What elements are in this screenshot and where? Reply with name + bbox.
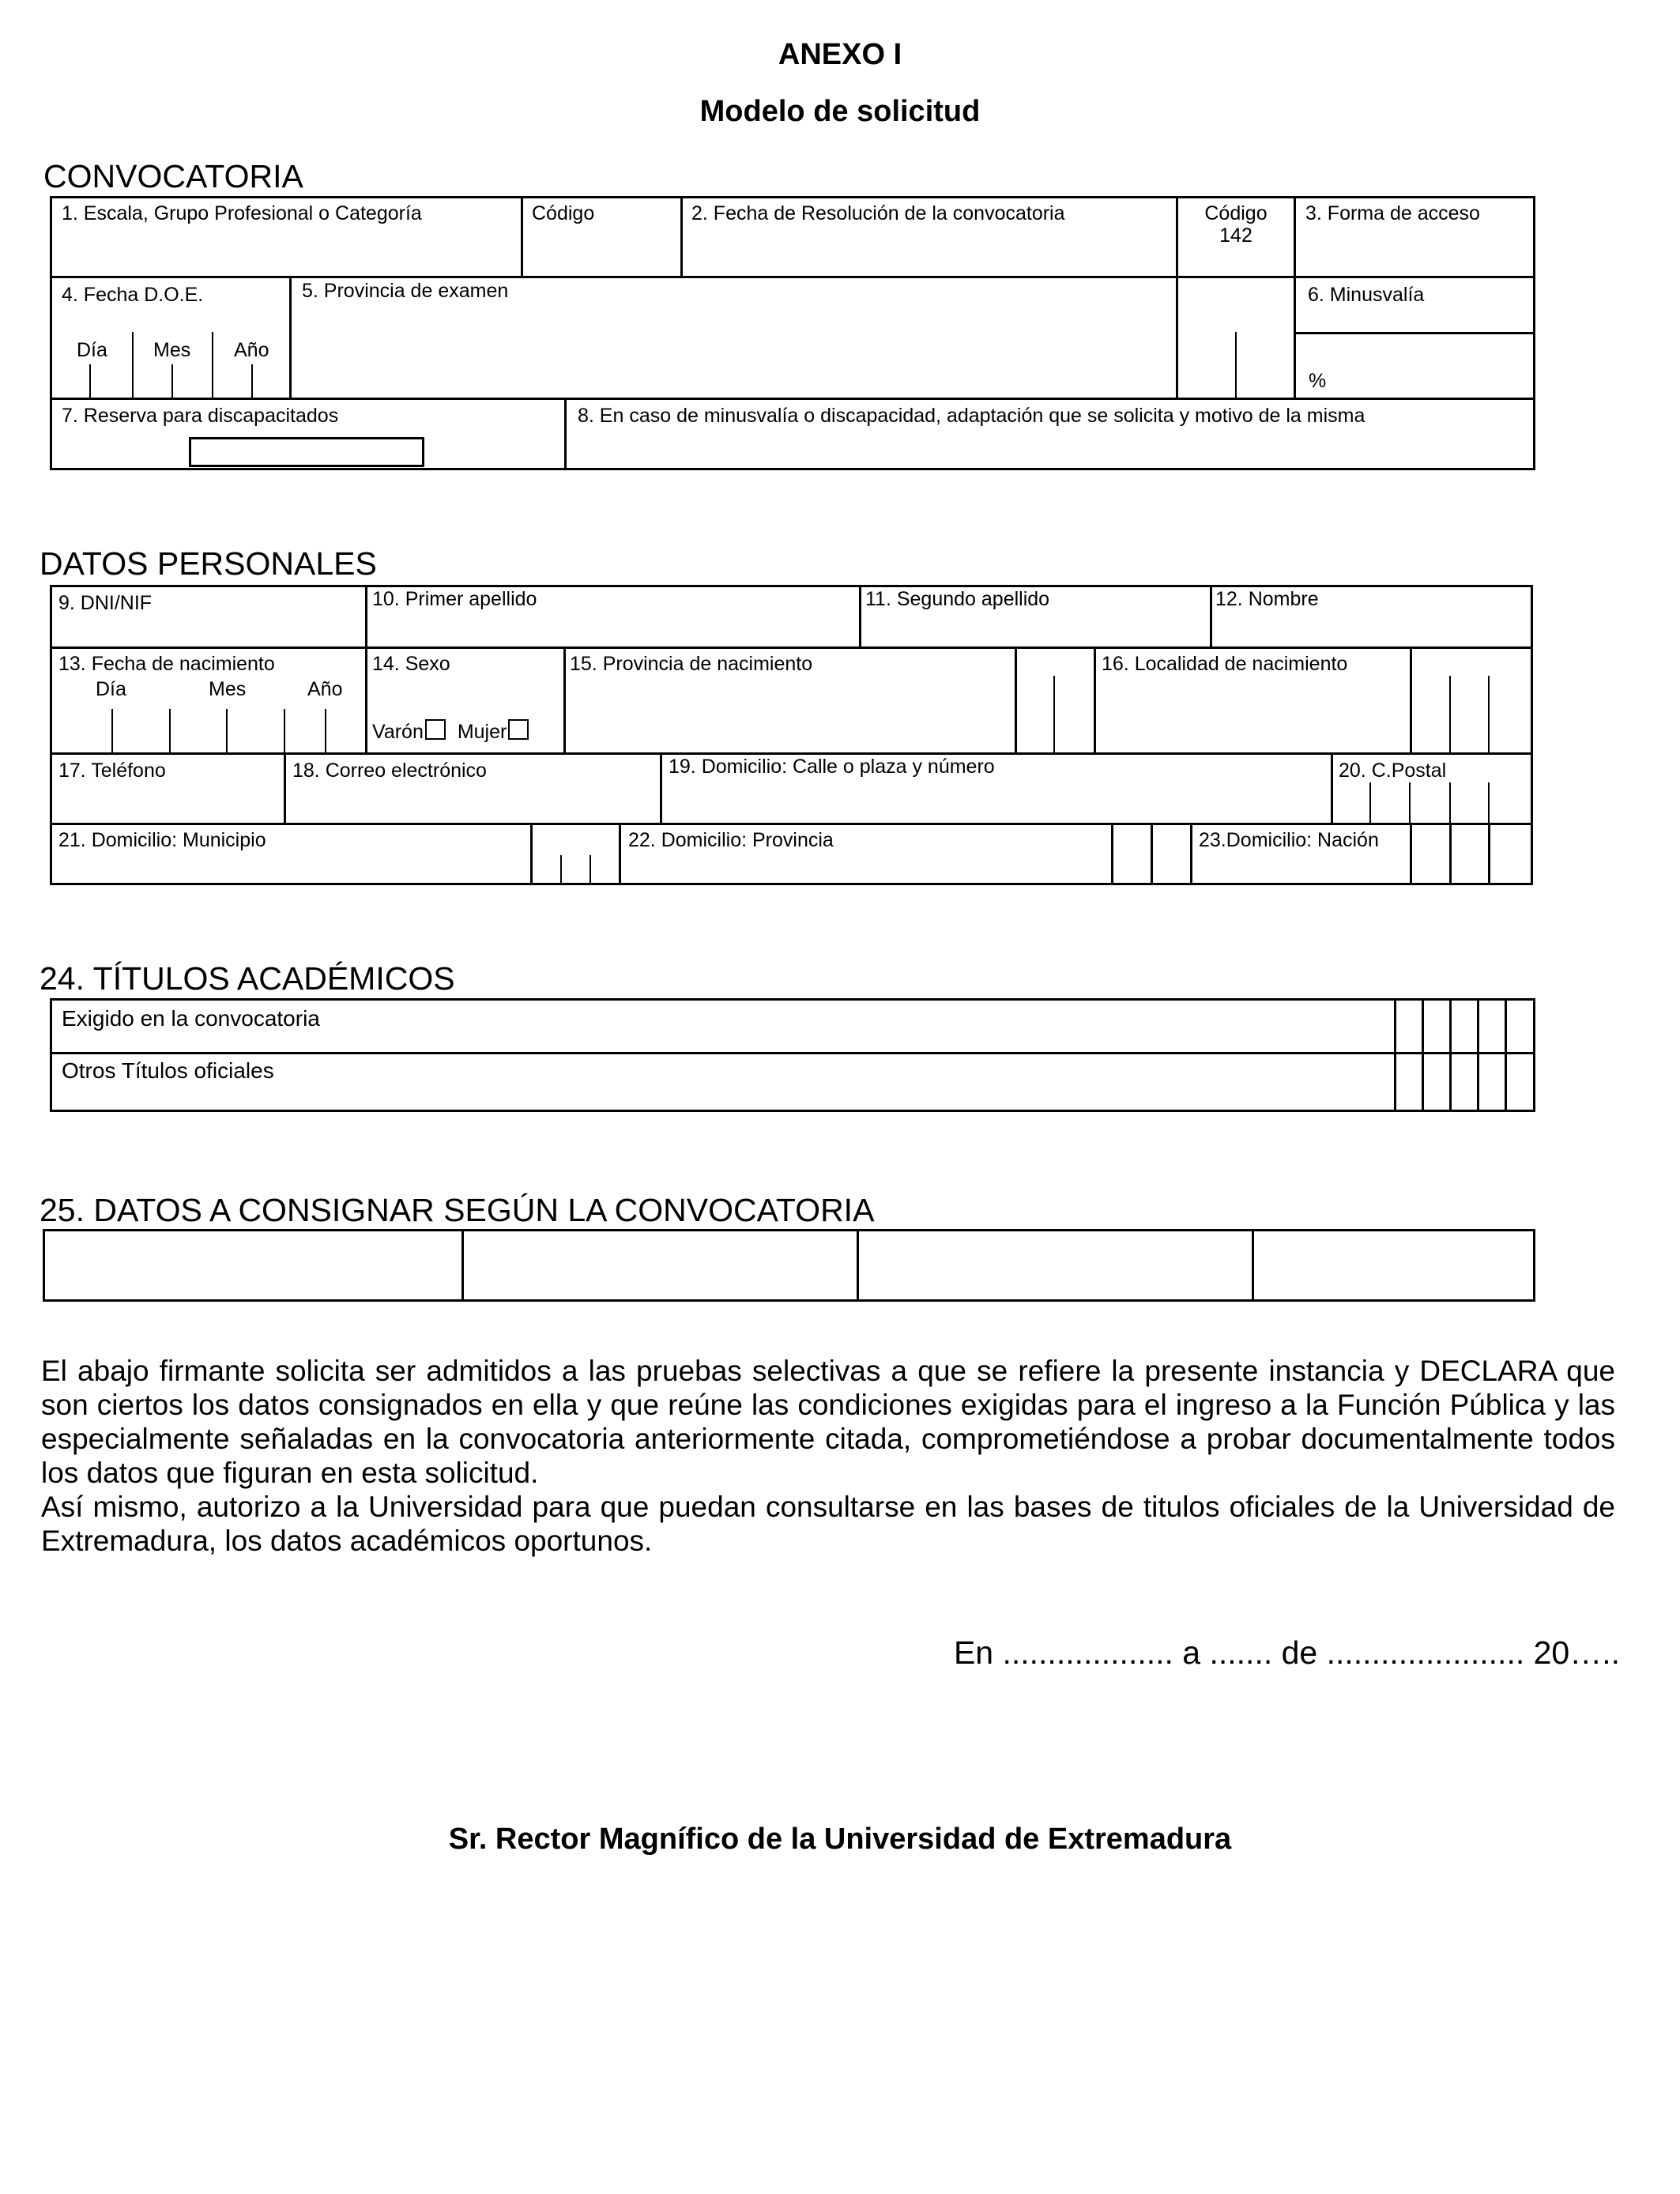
label-primer-apellido: 10. Primer apellido [372,588,537,610]
label-codigo-postal: 20. C.Postal [1339,760,1447,782]
reserva-input-box[interactable] [189,437,424,467]
label-municipio: 21. Domicilio: Municipio [58,829,266,851]
label-provincia-examen: 5. Provincia de examen [302,280,509,302]
label-nombre: 12. Nombre [1215,588,1319,610]
label-codigo: Código [532,202,595,224]
codigo-value: 142 [1219,224,1252,247]
section-titulos-heading: 24. TÍTULOS ACADÉMICOS [40,960,455,997]
declaracion-paragraph: El abajo firmante solicita ser admitidos a las pruebas selectivas a que se refiere la presente instancia y DECLARA que son ciertos los datos consignados en ella y que reúne las condiciones exigidas para el ingreso a la Función Pública y las especialmente señaladas en la convocatoria anteriormente citada, comprometiéndose a probar documentalmente todos los datos que figuran en esta solicitud. [41,1355,1615,1489]
label-nacion: 23.Domicilio: Nación [1199,829,1379,851]
label-telefono: 17. Teléfono [58,760,166,782]
label-domicilio-calle: 19. Domicilio: Calle o plaza y número [669,756,995,778]
sexo-varon [372,719,529,744]
section-convocatoria-heading: CONVOCATORIA [43,158,303,194]
label-forma-acceso: 3. Forma de acceso [1305,202,1480,224]
label-fecha-doe: 4. Fecha D.O.E. [62,284,204,306]
label-codigo-2: Código [1204,202,1268,224]
label-titulo-exigido: Exigido en la convocatoria [62,1006,320,1031]
label-provincia-nacimiento: 15. Provincia de nacimiento [570,653,813,675]
label-reserva: 7. Reserva para discapacitados [62,405,339,427]
label-sexo: 14. Sexo [372,653,450,675]
page-subtitle: Modelo de solicitud [699,95,981,128]
mujer-checkbox[interactable] [508,719,529,740]
varon-checkbox[interactable] [425,719,446,740]
lugar-fecha-line: En ................... a ....... de ...................... 20….. [953,1634,1620,1671]
page-title: ANEXO I [778,38,902,71]
label-fecha-resolucion: 2. Fecha de Resolución de la convocatoria [691,202,1065,224]
label-doe-dia: Día [77,339,107,361]
label-escala: 1. Escala, Grupo Profesional o Categoría [62,202,422,224]
label-correo: 18. Correo electrónico [292,760,487,782]
section-datos-heading: 25. DATOS A CONSIGNAR SEGÚN LA CONVOCATORIA [40,1192,875,1228]
section-personales-heading: DATOS PERSONALES [40,545,377,582]
label-varon: Varón [372,721,424,743]
label-adaptacion: 8. En caso de minusvalía o discapacidad, adaptación que se solicita y motivo de la misma [578,405,1365,427]
destinatario: Sr. Rector Magnífico de la Universidad de Extremadura [448,1823,1232,1856]
label-dni: 9. DNI/NIF [58,592,153,614]
datos-cell-2[interactable] [464,1231,857,1299]
label-percent: % [1309,370,1327,392]
label-nac-mes: Mes [209,678,247,700]
label-segundo-apellido: 11. Segundo apellido [865,588,1050,610]
autorizacion-paragraph: Así mismo, autorizo a la Universidad para que puedan consultarse en las bases de titulos oficiales de la Universidad de Extremadura, los datos académicos oportunos. [41,1491,1615,1557]
datos-cell-4[interactable] [1254,1231,1533,1299]
label-doe-mes: Mes [153,339,191,361]
label-nac-dia: Día [96,678,126,700]
label-domicilio-provincia: 22. Domicilio: Provincia [628,829,834,851]
datos-cell-3[interactable] [859,1231,1252,1299]
label-localidad-nacimiento: 16. Localidad de nacimiento [1102,653,1348,675]
datos-cell-1[interactable] [45,1231,461,1299]
label-minusvalia: 6. Minusvalía [1308,284,1425,306]
label-nac-anio: Año [307,678,343,700]
label-otros-titulos: Otros Títulos oficiales [62,1058,274,1083]
label-mujer: Mujer [457,721,507,743]
label-doe-anio: Año [234,339,269,361]
label-fecha-nacimiento: 13. Fecha de nacimiento [58,653,275,675]
